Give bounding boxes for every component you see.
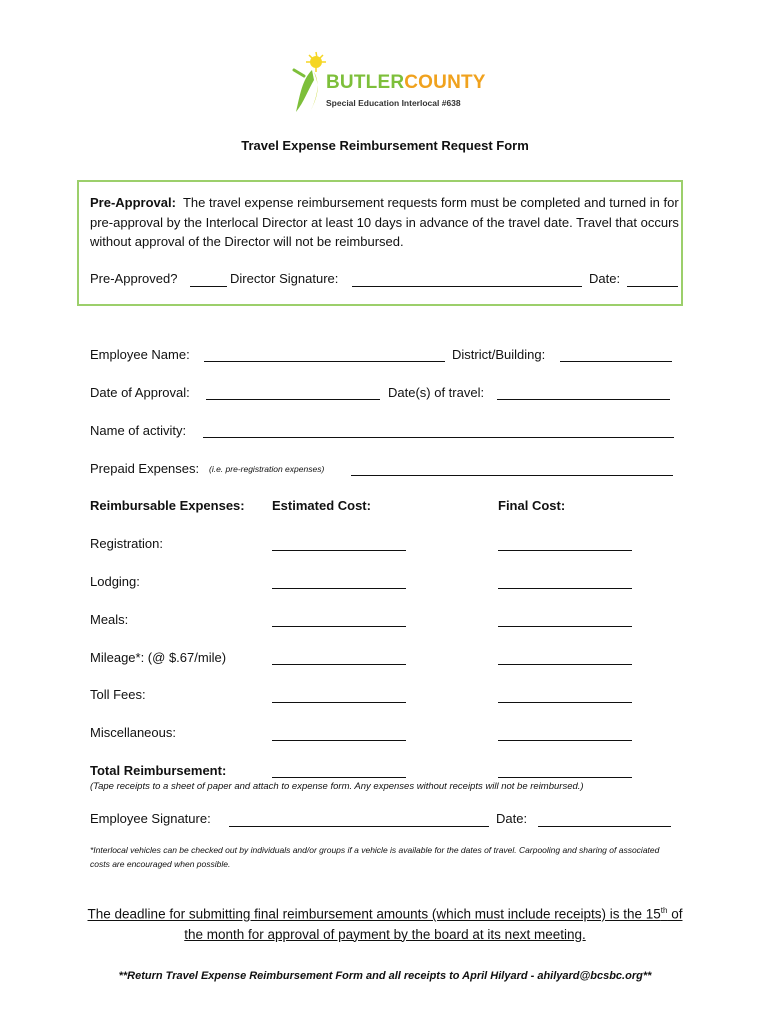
expense-row-label: Registration: — [90, 536, 163, 551]
prepaid-expenses-hint: (i.e. pre-registration expenses) — [209, 464, 325, 474]
date-of-approval-label: Date of Approval: — [90, 385, 190, 400]
logo-name-part2: COUNTY — [404, 72, 486, 93]
estimated-cost-field[interactable] — [272, 625, 406, 627]
col-final: Final Cost: — [498, 498, 566, 513]
interlocal-vehicle-note: *Interlocal vehicles can be checked out by individuals and/or groups if a vehicle is available for the dates of travel. Carpooling and sharing of associated costs are encouraged when possible. — [90, 845, 660, 869]
employee-name-label: Employee Name: — [90, 347, 190, 362]
dates-of-travel-label: Date(s) of travel: — [388, 385, 485, 400]
expense-row-label: Mileage*: (@ $.67/mile) — [90, 650, 227, 665]
dates-of-travel-field[interactable] — [497, 398, 670, 400]
final-cost-field[interactable] — [498, 701, 632, 703]
director-signature-label: Director Signature: — [230, 271, 339, 286]
total-reimbursement-label: Total Reimbursement: — [90, 763, 227, 778]
preapproval-body: The travel expense reimbursement requests form must be completed and turned in for pre-approval by the Interlocal Director at least 10 days in advance of the travel date. Travel that occurs without approval of the Director will not be reimbursed. — [90, 195, 679, 249]
estimated-cost-field[interactable] — [272, 549, 406, 551]
preapproval-text — [90, 193, 680, 252]
pre-approved-label: Pre-Approved? — [90, 271, 178, 286]
director-date-label: Date: — [589, 271, 621, 286]
estimated-cost-field[interactable] — [272, 587, 406, 589]
district-building-label: District/Building: — [452, 347, 546, 362]
tape-receipts-note: (Tape receipts to a sheet of paper and attach to expense form. Any expenses without receipts will not be reimbursed.) — [90, 781, 584, 792]
director-signature-field[interactable] — [352, 285, 582, 287]
logo-wordmark — [326, 72, 486, 94]
estimated-cost-field[interactable] — [272, 739, 406, 741]
district-building-field[interactable] — [560, 360, 672, 362]
expense-row-label: Lodging: — [90, 574, 140, 589]
prepaid-expenses-field[interactable] — [351, 474, 673, 476]
logo-name-part1: BUTLER — [326, 72, 405, 93]
estimated-cost-field[interactable] — [272, 701, 406, 703]
deadline-part2: of the month for approval of payment by the board at its next meeting. — [184, 906, 683, 942]
pre-approved-field[interactable] — [190, 285, 227, 287]
final-cost-field[interactable] — [498, 587, 632, 589]
final-cost-field[interactable] — [498, 739, 632, 741]
preapproval-label: Pre-Approval: — [90, 195, 176, 210]
estimated-cost-field[interactable] — [272, 663, 406, 665]
expense-row-label: Meals: — [90, 612, 129, 627]
return-instructions: **Return Travel Expense Reimbursement Form and all receipts to April Hilyard - ahilyard@bcsbc.org** — [118, 970, 652, 982]
col-reimbursable: Reimbursable Expenses: — [90, 498, 245, 513]
name-of-activity-field[interactable] — [203, 436, 674, 438]
employee-signature-field[interactable] — [229, 825, 489, 827]
date-of-approval-field[interactable] — [206, 398, 380, 400]
col-estimated: Estimated Cost: — [272, 498, 371, 513]
final-cost-field[interactable] — [498, 663, 632, 665]
deadline-part1: The deadline for submitting final reimbursement amounts (which must include receipts) is the 15 — [87, 906, 661, 922]
employee-date-label: Date: — [496, 811, 528, 826]
employee-signature-label: Employee Signature: — [90, 811, 211, 826]
total-estimated-field[interactable] — [272, 776, 406, 778]
deadline-notice — [80, 901, 690, 945]
director-date-field[interactable] — [627, 285, 678, 287]
deadline-sup: th — [660, 906, 668, 915]
total-final-field[interactable] — [498, 776, 632, 778]
expense-row-label: Toll Fees: — [90, 687, 146, 702]
final-cost-field[interactable] — [498, 549, 632, 551]
logo-subtitle: Special Education Interlocal #638 — [326, 98, 461, 108]
prepaid-expenses-label: Prepaid Expenses: — [90, 461, 200, 476]
employee-date-field[interactable] — [538, 825, 671, 827]
final-cost-field[interactable] — [498, 625, 632, 627]
name-of-activity-label: Name of activity: — [90, 423, 187, 438]
expense-row-label: Miscellaneous: — [90, 725, 176, 740]
form-title: Travel Expense Reimbursement Request Form — [241, 138, 529, 153]
employee-name-field[interactable] — [204, 360, 445, 362]
